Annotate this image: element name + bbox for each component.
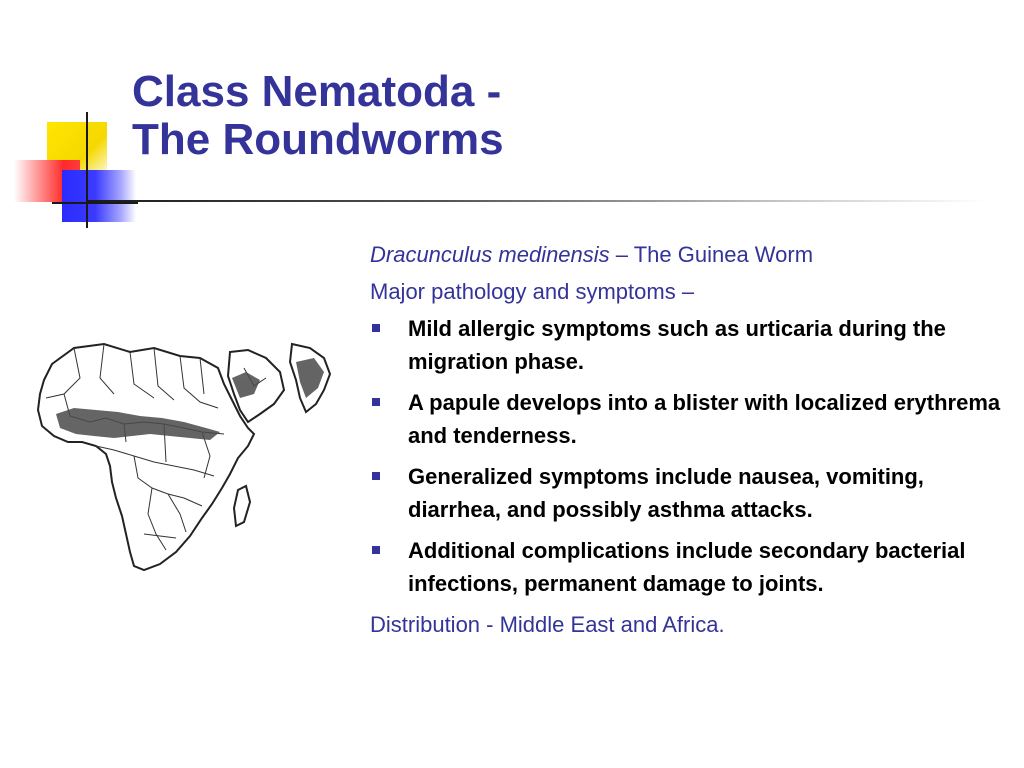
blue-square-decoration [62,170,136,222]
distribution-line: Distribution - Middle East and Africa. [370,612,725,637]
map-image [34,338,334,582]
square-bullet-icon [372,324,380,332]
list-item [370,460,1008,526]
slide-title-line-2: The Roundworms [132,115,504,164]
square-bullet-icon [372,472,380,480]
list-item [370,386,1008,452]
list-item-text: Generalized symptoms include nausea, vomiting, diarrhea, and possibly asthma attacks. [408,464,924,522]
square-bullet-icon [372,546,380,554]
species-common-name: – The Guinea Worm [609,242,814,267]
madagascar-outline [234,486,250,526]
symptom-list [370,312,1010,600]
africa-distribution-map [34,338,334,582]
list-item [370,312,1008,378]
square-bullet-icon [372,398,380,406]
slide-title-line-1: Class Nematoda - [132,67,502,116]
slide-body [370,238,1010,641]
title-underline [88,200,988,202]
species-heading [370,238,1010,271]
list-item-text: A papule develops into a blister with localized erythrema and tenderness. [408,390,1001,448]
horizontal-rule-decoration [52,202,138,204]
list-item [370,534,1008,600]
slide-title [132,68,504,164]
decorative-corner-blocks [0,0,140,240]
africa-outline [38,344,254,570]
vertical-rule-decoration [86,112,88,228]
pathology-heading: Major pathology and symptoms – [370,279,695,304]
species-scientific-name: Dracunculus medinensis [370,242,610,267]
list-item-text: Additional complications include secondary bacterial infections, permanent damage to joints. [408,538,966,596]
list-item-text: Mild allergic symptoms such as urticaria during the migration phase. [408,316,946,374]
